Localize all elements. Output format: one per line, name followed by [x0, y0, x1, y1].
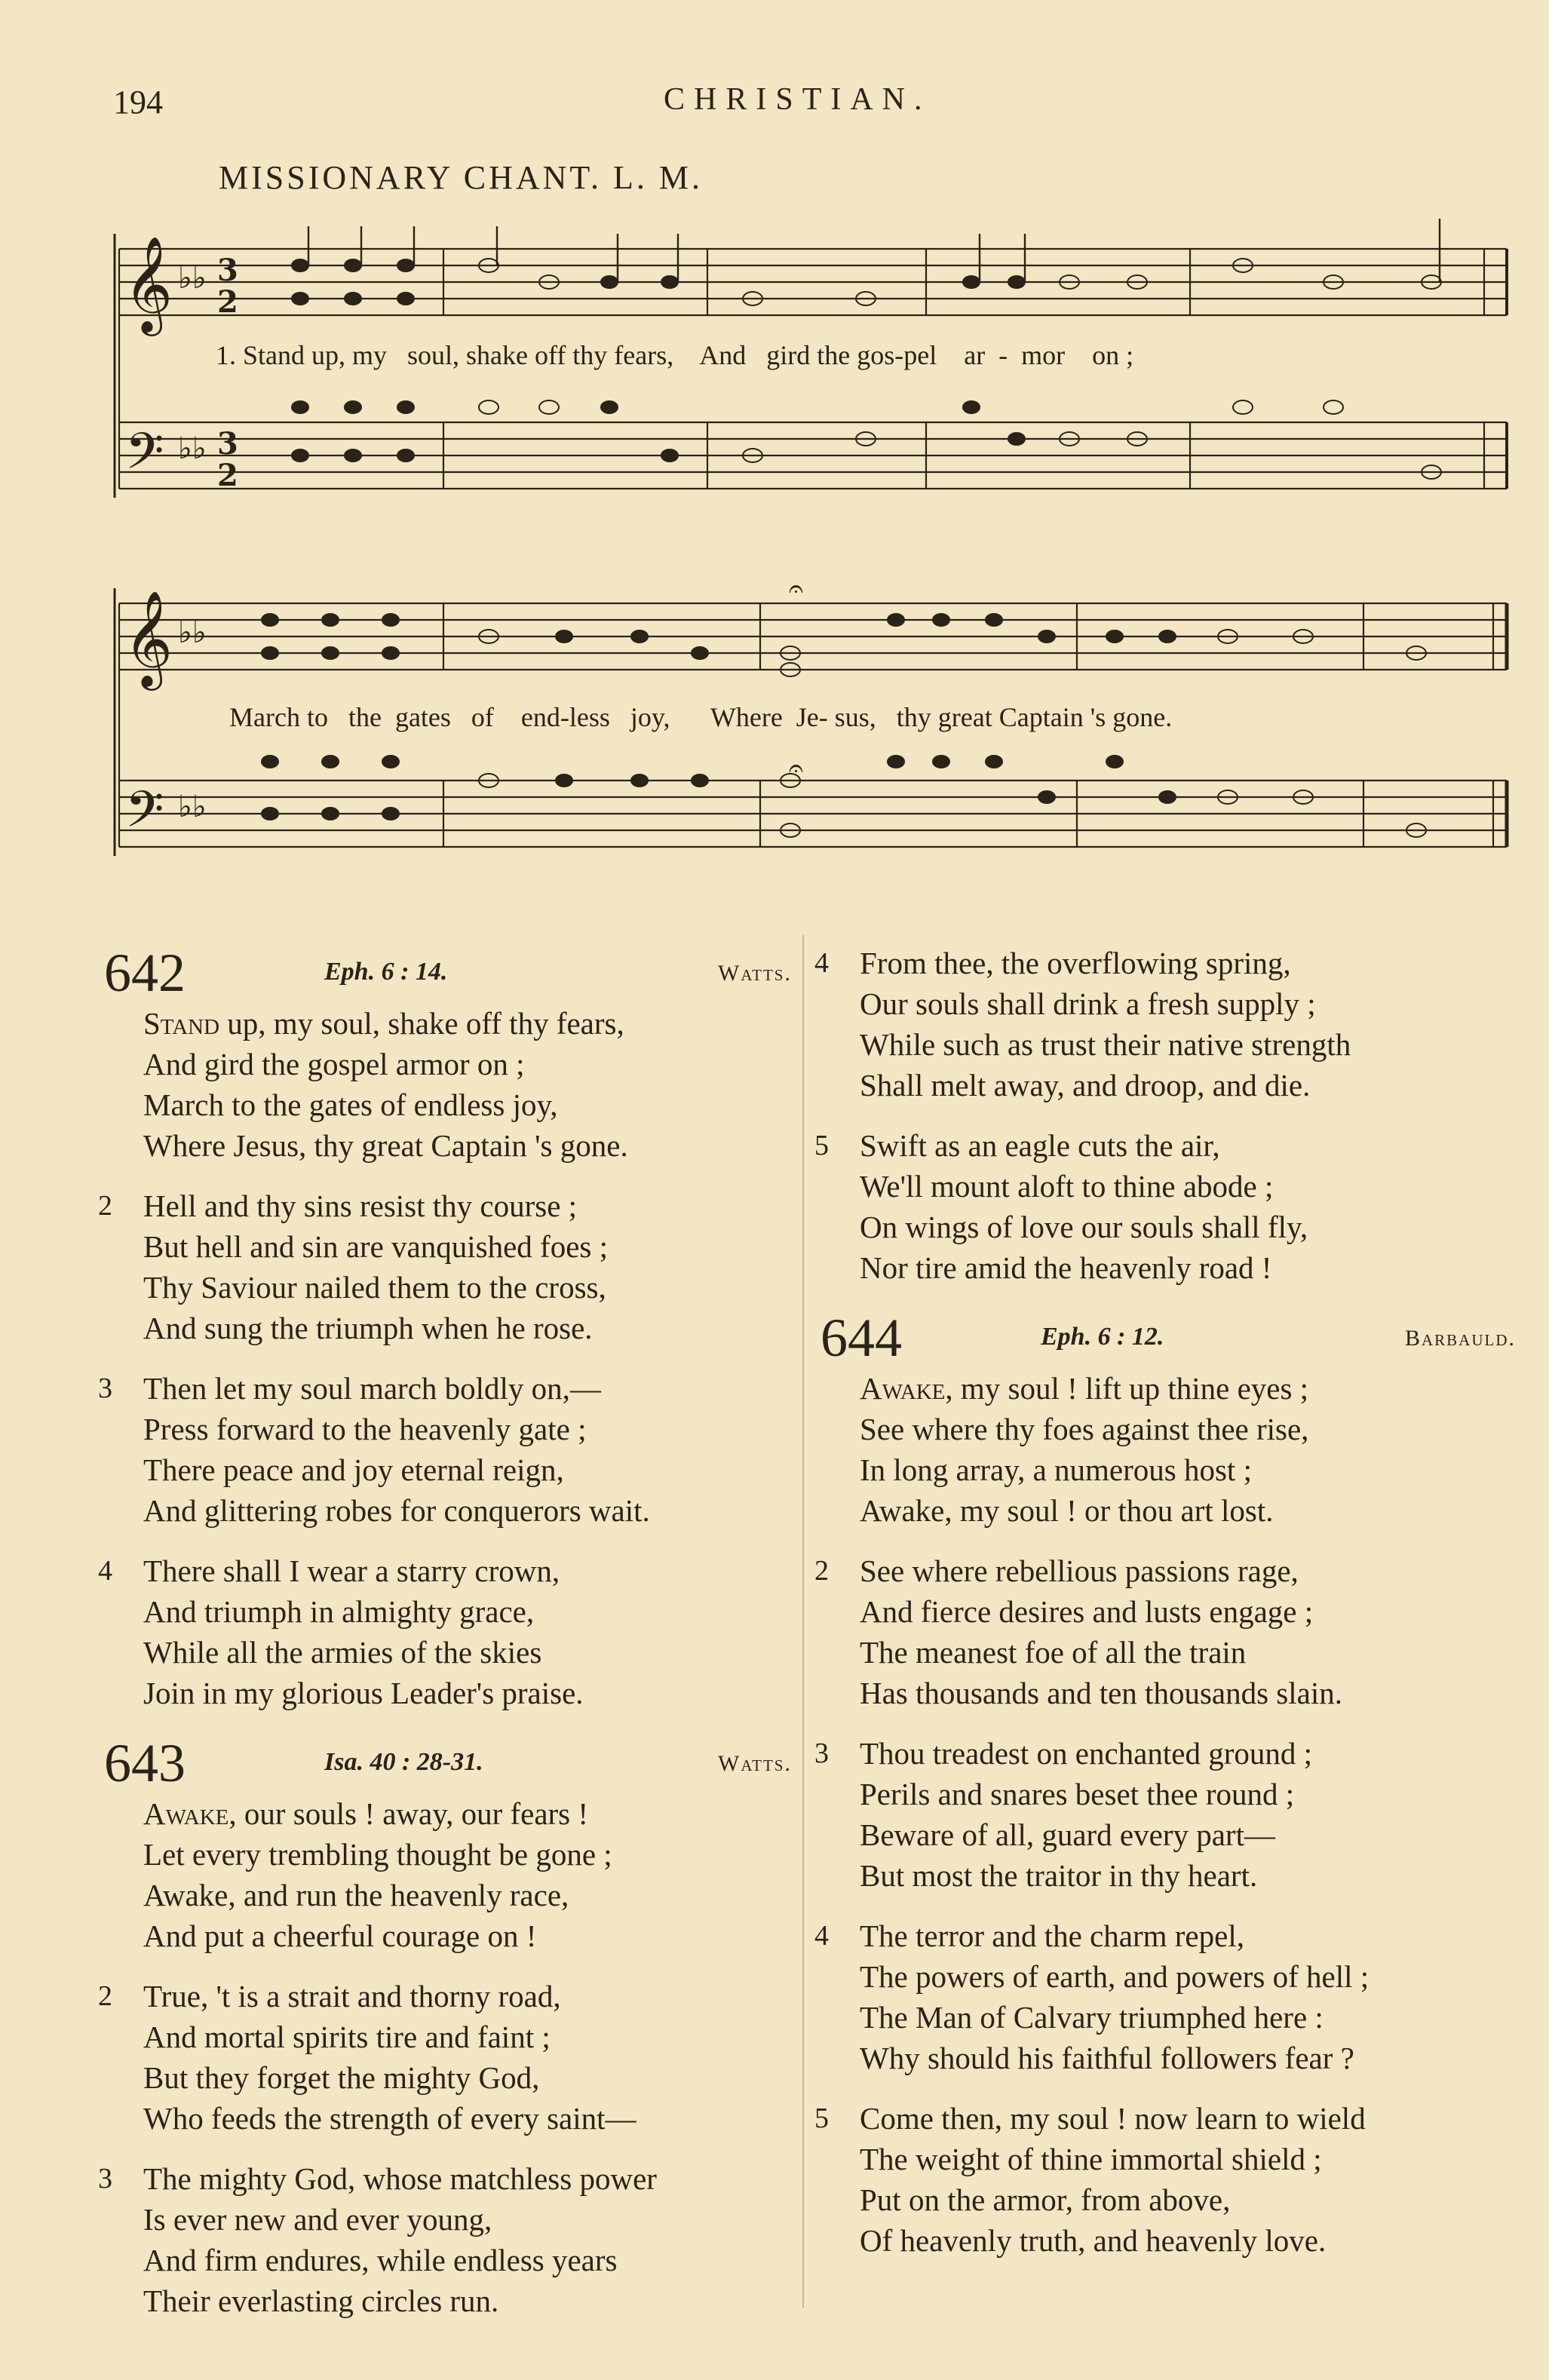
author: Watts. — [718, 1751, 792, 1776]
stanza-line: Awake, my soul ! or thou art lost. — [860, 1493, 1274, 1528]
svg-text:3: 3 — [217, 426, 238, 462]
stanza-line: The mighty God, whose matchless power — [143, 2161, 657, 2196]
stanza-line: But most the traitor in thy heart. — [860, 1858, 1258, 1893]
stanza-line: And gird the gospel armor on ; — [143, 1047, 525, 1081]
stanza-line: our souls ! away, our fears ! — [236, 1796, 589, 1831]
system1-lyrics: 1. Stand up, my soul, shake off thy fears, And gird the gos-pel ar - mor on ; — [216, 340, 1134, 370]
stanza-line: Why should his faithful followers fear ? — [860, 2041, 1354, 2075]
scripture-reference: Eph. 6 : 12. — [1041, 1323, 1164, 1351]
stanza-number: 4 — [814, 1920, 829, 1952]
stanza-line: March to the gates of endless joy, — [143, 1087, 558, 1122]
stanza-3 — [814, 1733, 1516, 1896]
svg-text:2: 2 — [217, 284, 238, 320]
scripture-reference: Eph. 6 : 14. — [324, 958, 448, 986]
stanza-3 — [98, 2158, 792, 2321]
stanza-number: 3 — [814, 1737, 829, 1769]
svg-text:♭♭: ♭♭ — [178, 790, 207, 824]
stanza-line: Their everlasting circles run. — [143, 2283, 499, 2318]
stanza-2 — [98, 1185, 792, 1348]
svg-text:3: 3 — [217, 253, 238, 288]
stanza-line: Come then, my soul ! now learn to wield — [860, 2101, 1366, 2136]
stanza-line: Let every trembling thought be gone ; — [143, 1837, 612, 1872]
stanza-line: And fierce desires and lusts engage ; — [860, 1594, 1314, 1629]
stanza-line: Put on the armor, from above, — [860, 2182, 1231, 2217]
stanza-line: Hell and thy sins resist thy course ; — [143, 1188, 578, 1223]
stanza-1 — [98, 1793, 792, 1956]
stanza-line: Thy Saviour nailed them to the cross, — [143, 1270, 606, 1305]
svg-text:♭♭: ♭♭ — [178, 261, 207, 296]
tune-title: MISSIONARY CHANT. L. M. — [219, 159, 704, 196]
stanza-number: 3 — [98, 2163, 112, 2194]
stanza-line: And mortal spirits tire and faint ; — [143, 2020, 551, 2054]
hymn-644-header — [814, 1308, 1516, 1368]
stanza-line: Swift as an eagle cuts the air, — [860, 1128, 1220, 1163]
stanza-5 — [814, 1125, 1516, 1288]
stanza-line: And put a cheerful courage on ! — [143, 1918, 537, 1953]
stanza-number: 4 — [814, 947, 829, 979]
svg-text:𝄐: 𝄐 — [789, 574, 803, 604]
svg-text:𝄢: 𝄢 — [125, 781, 164, 851]
stanza-line: Beware of all, guard every part— — [860, 1817, 1275, 1852]
stanza-line: While such as trust their native strength — [860, 1027, 1351, 1062]
stanza-line: Nor tire amid the heavenly road ! — [860, 1250, 1272, 1285]
svg-text:♭♭: ♭♭ — [178, 615, 207, 650]
right-column — [814, 943, 1516, 2280]
stanza-first-word: Awake, — [860, 1371, 953, 1406]
stanza-line: Thou treadest on enchanted ground ; — [860, 1736, 1313, 1771]
stanza-line: The Man of Calvary triumphed here : — [860, 2000, 1324, 2035]
stanza-line: See where rebellious passions rage, — [860, 1553, 1299, 1588]
svg-text:2: 2 — [217, 458, 238, 493]
music-system-2 — [112, 573, 1514, 897]
stanza-3 — [98, 1368, 792, 1531]
stanza-line: Has thousands and ten thousands slain. — [860, 1676, 1342, 1710]
author: Watts. — [718, 961, 792, 986]
stanza-line: Press forward to the heavenly gate ; — [143, 1412, 587, 1446]
stanza-number: 2 — [814, 1555, 829, 1587]
scripture-reference: Isa. 40 : 28-31. — [324, 1748, 483, 1776]
stanza-4 — [98, 1550, 792, 1713]
stanza-number: 5 — [814, 2102, 829, 2134]
stanza-line: We'll mount aloft to thine abode ; — [860, 1169, 1274, 1204]
score-system-1 — [112, 219, 1514, 535]
stanza-line: Then let my soul march boldly on,— — [143, 1371, 601, 1406]
stanza-4 — [814, 1915, 1516, 2078]
stanza-number: 4 — [98, 1555, 112, 1587]
stanza-line: Where Jesus, thy great Captain 's gone. — [143, 1128, 628, 1163]
stanza-line: True, 't is a strait and thorny road, — [143, 1979, 561, 2013]
stanza-line: And glittering robes for conquerors wait. — [143, 1493, 650, 1528]
stanza-line: There peace and joy eternal reign, — [143, 1452, 564, 1487]
stanza-number: 2 — [98, 1980, 112, 2012]
stanza-line: From thee, the overflowing spring, — [860, 946, 1291, 980]
stanza-line: But they forget the mighty God, — [143, 2060, 540, 2095]
stanza-line: Is ever new and ever young, — [143, 2202, 492, 2237]
svg-text:♭♭: ♭♭ — [178, 431, 207, 466]
svg-text:𝄞: 𝄞 — [124, 590, 173, 686]
hymn-643-header — [98, 1733, 792, 1793]
svg-text:𝄞: 𝄞 — [124, 235, 173, 332]
running-head: CHRISTIAN. — [664, 82, 931, 117]
author: Barbauld. — [1404, 1326, 1516, 1351]
stanza-line: Perils and snares beset thee round ; — [860, 1777, 1295, 1811]
stanza-first-word: Awake, — [143, 1796, 237, 1831]
svg-text:𝄢: 𝄢 — [125, 422, 164, 492]
stanza-line: The meanest foe of all the train — [860, 1635, 1247, 1670]
stanza-2 — [98, 1976, 792, 2139]
stanza-1 — [814, 1368, 1516, 1531]
stanza-1 — [98, 1003, 792, 1166]
page-number: 194 — [113, 84, 163, 121]
column-rule — [802, 935, 804, 2308]
stanza-line: And sung the triumph when he rose. — [143, 1311, 593, 1345]
stanza-5 — [814, 2098, 1516, 2261]
stanza-first-word: Stand — [143, 1006, 220, 1041]
stanza-line: There shall I wear a starry crown, — [143, 1553, 560, 1588]
stanza-2 — [814, 1550, 1516, 1713]
svg-text:𝄐: 𝄐 — [789, 753, 803, 784]
stanza-line: Awake, and run the heavenly race, — [143, 1878, 569, 1912]
stanza-number: 2 — [98, 1190, 112, 1222]
stanza-line: Join in my glorious Leader's praise. — [143, 1676, 584, 1710]
hymn-number: 644 — [821, 1308, 902, 1368]
stanza-line: Our souls shall drink a fresh supply ; — [860, 986, 1316, 1021]
system2-lyrics: March to the gates of end-less joy, Where Je- sus, thy great Captain 's gone. — [229, 702, 1173, 732]
left-column — [98, 943, 792, 2341]
stanza-line: And triumph in almighty grace, — [143, 1594, 535, 1629]
hymn-643 — [98, 1733, 792, 2321]
stanza-line: up, my soul, shake off thy fears, — [219, 1006, 624, 1041]
stanza-line: In long array, a numerous host ; — [860, 1452, 1252, 1487]
hymn-644 — [814, 1308, 1516, 2261]
hymn-642 — [98, 943, 792, 1713]
stanza-line: The powers of earth, and powers of hell ; — [860, 1959, 1370, 1994]
stanza-line: See where thy foes against thee rise, — [860, 1412, 1309, 1446]
stanza-line: While all the armies of the skies — [143, 1635, 542, 1670]
stanza-4 — [814, 943, 1516, 1106]
stanza-line: But hell and sin are vanquished foes ; — [143, 1229, 609, 1264]
hymn-643-continued — [814, 943, 1516, 1288]
hymn-642-header — [98, 943, 792, 1003]
music-system-1 — [112, 219, 1514, 535]
stanza-line: my soul ! lift up thine eyes ; — [952, 1371, 1309, 1406]
stanza-number: 5 — [814, 1130, 829, 1161]
hymn-number: 643 — [104, 1733, 186, 1793]
stanza-line: Shall melt away, and droop, and die. — [860, 1068, 1311, 1103]
stanza-line: And firm endures, while endless years — [143, 2243, 618, 2277]
stanza-line: Who feeds the strength of every saint— — [143, 2101, 636, 2136]
score-system-2 — [112, 573, 1514, 897]
stanza-number: 3 — [98, 1372, 112, 1404]
stanza-line: The terror and the charm repel, — [860, 1918, 1244, 1953]
stanza-line: The weight of thine immortal shield ; — [860, 2142, 1322, 2176]
hymn-number: 642 — [104, 943, 186, 1003]
stanza-line: Of heavenly truth, and heavenly love. — [860, 2223, 1327, 2258]
stanza-line: On wings of love our souls shall fly, — [860, 1210, 1308, 1244]
